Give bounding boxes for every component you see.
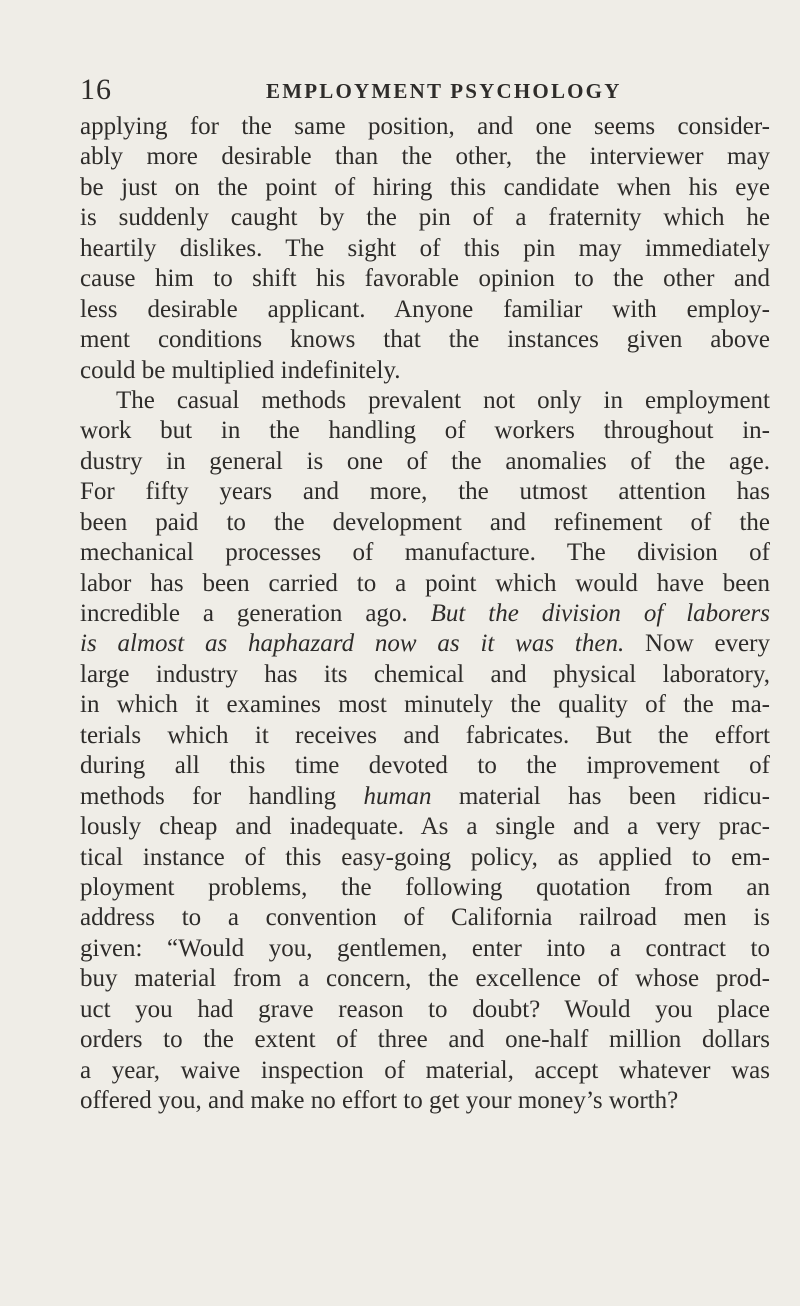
text-line: during all this time devoted to the improvement of	[80, 752, 770, 780]
text-line	[80, 599, 770, 629]
text-line	[80, 782, 770, 812]
text-line: been paid to the development and refinement of the	[80, 508, 770, 536]
text-line: buy material from a concern, the excellence of whose prod-	[80, 965, 770, 993]
text-segment: material has been ridicu-	[458, 782, 770, 810]
text-line: given: “Would you, gentlemen, enter into a contract to	[80, 934, 770, 962]
text-line: ployment problems, the following quotation from an	[80, 873, 770, 901]
italic-segment: is almost as haphazard now as it was then.	[80, 630, 625, 658]
text-line: orders to the extent of three and one-half million dollars	[80, 1026, 770, 1054]
text-line: tical instance of this easy-going policy, as applied to em-	[80, 843, 770, 871]
text-line: in which it examines most minutely the quality of the ma-	[80, 691, 770, 719]
text-segment: methods for handling	[80, 782, 337, 810]
text-line: terials which it receives and fabricates. But the effort	[80, 721, 770, 749]
italic-segment: human	[363, 782, 432, 810]
text-line: a year, waive inspection of material, accept whatever was	[80, 1056, 770, 1084]
text-line: work but in the handling of workers throughout in-	[80, 417, 770, 445]
text-line: ment conditions knows that the instances given above	[80, 326, 770, 354]
page-number: 16	[80, 73, 112, 106]
page-header	[80, 72, 770, 108]
text-line: dustry in general is one of the anomalies of the age.	[80, 447, 770, 475]
text-line: is suddenly caught by the pin of a fraternity which he	[80, 204, 770, 232]
text-line: less desirable applicant. Anyone familiar with employ-	[80, 295, 770, 323]
text-line: large industry has its chemical and physical laboratory,	[80, 660, 770, 688]
text-line: labor has been carried to a point which would have been	[80, 569, 770, 597]
text-line: applying for the same position, and one seems consider-	[80, 113, 770, 140]
text-line: For fifty years and more, the utmost attention has	[80, 478, 770, 506]
text-line: ably more desirable than the other, the interviewer may	[80, 143, 770, 171]
italic-segment: But the division of laborers	[430, 600, 771, 627]
body-text	[80, 112, 770, 1116]
text-line: lously cheap and inadequate. As a single and a very prac-	[80, 813, 770, 841]
text-line: address to a convention of California railroad men is	[80, 904, 770, 932]
text-line	[80, 629, 770, 659]
text-segment: incredible a generation ago.	[80, 600, 408, 627]
text-line: be just on the point of hiring this candidate when his eye	[80, 173, 770, 201]
paragraph-first-line: The casual methods prevalent not only in employment	[116, 386, 770, 414]
running-head: EMPLOYMENT PSYCHOLOGY	[266, 79, 622, 103]
text-line: heartily dislikes. The sight of this pin may immediately	[80, 234, 770, 262]
text-line: uct you had grave reason to doubt? Would you place	[80, 995, 770, 1023]
text-line: could be multiplied indefinitely.	[80, 356, 401, 384]
text-line: cause him to shift his favorable opinion to the other and	[80, 265, 770, 293]
text-line: mechanical processes of manufacture. The division of	[80, 539, 770, 567]
text-line: offered you, and make no effort to get your money’s worth?	[80, 1087, 679, 1114]
text-segment: Now every	[645, 630, 770, 658]
